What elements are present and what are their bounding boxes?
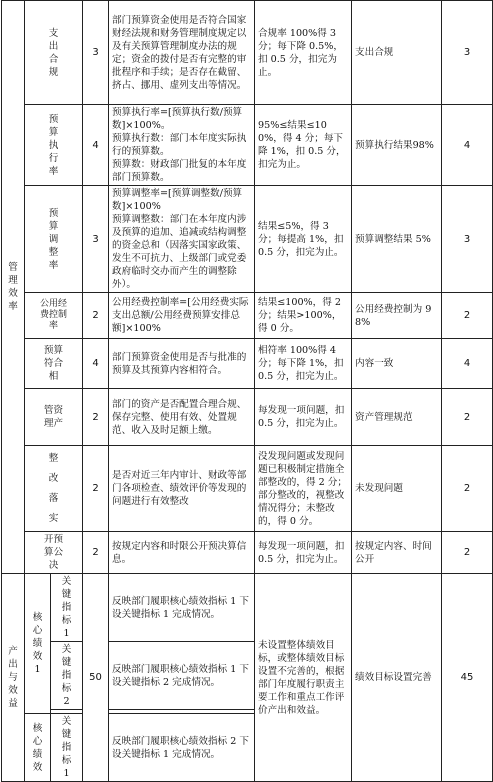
weight-score: 2 <box>83 532 109 574</box>
category-label: 管理效率 <box>8 262 18 312</box>
scoring-standard: 结果≤5%，得 3 分；每提高 1%，扣 0.5 分，扣完为止。 <box>255 186 352 293</box>
earned-score: 45 <box>442 574 493 782</box>
weight-score: 3 <box>83 1 109 105</box>
core-indicator-cell <box>25 574 51 714</box>
indicator-name: 预算符合相 <box>43 345 64 382</box>
indicator-name: 预算执行率 <box>48 113 59 177</box>
weight-score: 3 <box>83 186 109 293</box>
evaluation-result: 预算调整结果 5% <box>352 186 442 293</box>
indicator-name: 整改落实 <box>48 452 59 524</box>
indicator-name: 管资理产 <box>43 405 64 429</box>
indicator-name: 公用经费控制率 <box>40 298 68 331</box>
key-indicator-cell <box>51 642 83 710</box>
table-row <box>2 389 493 446</box>
evaluation-result: 绩效目标设置完善 <box>352 574 442 782</box>
indicator-definition: 按规定内容和时限公开预决算信息。 <box>109 532 255 574</box>
indicator-definition: 反映部门履职核心绩效指标 1 下设关键指标 1 完成情况。 <box>109 574 255 642</box>
earned-score: 2 <box>442 532 493 574</box>
table-row <box>2 186 493 293</box>
core-indicator-name: 核心绩效 1 <box>32 612 43 675</box>
indicator-name: 支出合规 <box>48 27 59 78</box>
evaluation-result: 按规定内容、时间公开 <box>352 532 442 574</box>
evaluation-result: 公用经费控制为 98% <box>352 293 442 339</box>
earned-score: 2 <box>442 293 493 339</box>
core-indicator-name: 核心绩效 <box>32 722 43 773</box>
indicator-definition: 部门的资产是否配置合理合规、保存完整、使用有效、处置规范、收入及时足额上缴。 <box>109 389 255 446</box>
weight-score: 4 <box>83 105 109 186</box>
category-label: 产出与效益 <box>8 646 18 709</box>
indicator-definition: 反映部门履职核心绩效指标 2 下设关键指标 1 完成情况。 <box>109 714 255 782</box>
key-indicator-cell <box>51 574 83 642</box>
key-indicator-name: 关键指标 1 <box>61 576 72 639</box>
scoring-standard: 未设置整体绩效目标，或整体绩效目标设置不完善的，根据部门年度履行职责主要工作和重点工作评价产出和效益。 <box>255 574 352 782</box>
indicator-name: 开预算公决 <box>43 534 64 571</box>
indicator-name: 预算调整率 <box>48 207 59 271</box>
earned-score: 2 <box>442 389 493 446</box>
key-indicator-cell <box>51 714 83 782</box>
table-row <box>2 1 493 105</box>
evaluation-result: 支出合规 <box>352 1 442 105</box>
indicator-cell <box>25 186 83 293</box>
indicator-cell <box>25 446 83 532</box>
weight-score: 4 <box>83 339 109 389</box>
scoring-standard: 相符率 100%得 4 分；每下降 1%，扣 0.5 分，扣完为止。 <box>255 339 352 389</box>
scoring-standard: 95%≤结果≤100%，得 4 分；每下降 1%，扣 0.5 分，扣完为止。 <box>255 105 352 186</box>
table-row <box>2 293 493 339</box>
indicator-cell <box>25 389 83 446</box>
indicator-cell <box>25 105 83 186</box>
table-row <box>2 105 493 186</box>
table-row <box>2 574 493 642</box>
evaluation-table <box>1 0 493 782</box>
category-cell <box>2 1 25 574</box>
evaluation-result: 内容一致 <box>352 339 442 389</box>
table-row <box>2 446 493 532</box>
indicator-definition: 部门预算资金使用是否符合国家财经法规和财务管理制度规定以及有关预算管理制度办法的规定；资金的拨付是否有完整的审批程序和手续；是否存在截留、挤占、挪用、虚列支出等情况。 <box>109 1 255 105</box>
weight-score: 2 <box>83 293 109 339</box>
key-indicator-name: 关键指标 1 <box>61 716 72 779</box>
indicator-cell <box>25 1 83 105</box>
core-indicator-cell <box>25 714 51 782</box>
evaluation-result: 预算执行结果98% <box>352 105 442 186</box>
scoring-standard: 结果≤100%，得 2 分；结果>100%，得 0 分。 <box>255 293 352 339</box>
weight-score: 2 <box>83 446 109 532</box>
indicator-cell <box>25 339 83 389</box>
earned-score: 3 <box>442 186 493 293</box>
indicator-definition: 预算执行率=[预算执行数/预算数]×100%。 预算执行数：部门本年度实际执行的预算数。 预算数：财政部门批复的本年度部门预算数。 <box>109 105 255 186</box>
earned-score: 2 <box>442 446 493 532</box>
key-indicator-name: 关键指标 2 <box>61 644 72 707</box>
table-row <box>2 339 493 389</box>
indicator-definition: 反映部门履职核心绩效指标 1 下设关键指标 2 完成情况。 <box>109 642 255 710</box>
indicator-cell <box>25 532 83 574</box>
earned-score: 4 <box>442 339 493 389</box>
earned-score: 3 <box>442 1 493 105</box>
weight-score: 50 <box>83 574 109 782</box>
earned-score: 4 <box>442 105 493 186</box>
scoring-standard: 每发现一项问题，扣 0.5 分，扣完为止。 <box>255 389 352 446</box>
category-cell <box>2 574 25 782</box>
indicator-cell <box>25 293 83 339</box>
indicator-definition: 公用经费控制率=[公用经费实际支出总额/公用经费预算安排总额]×100% <box>109 293 255 339</box>
scoring-standard: 合规率 100%得 3 分；每下降 0.5%，扣 0.5 分，扣完为止。 <box>255 1 352 105</box>
indicator-definition: 是否对近三年内审计、财政等部门各项检查、绩效评价等发现的问题进行有效整改 <box>109 446 255 532</box>
table-row <box>2 532 493 574</box>
evaluation-result: 资产管理规范 <box>352 389 442 446</box>
weight-score: 2 <box>83 389 109 446</box>
evaluation-result: 未发现问题 <box>352 446 442 532</box>
indicator-definition: 预算调整率=[预算调整数/预算数]×100% 预算调整数：部门在本年度内涉及预算的追加、追减或结构调整的资金总和（因落实国家政策、发生不可抗力、上级部门或党委政府临时交办而产生的调整除外）。 <box>109 186 255 293</box>
indicator-definition: 部门预算资金使用是否与批准的预算及其预算内容相符合。 <box>109 339 255 389</box>
scoring-standard: 没发现问题或发现问题已积极制定措施全部整改的，得 2 分；部分整改的，视整改情况得分；未整改的，得 0 分。 <box>255 446 352 532</box>
scoring-standard: 每发现一项问题，扣 0.5 分，扣完为止。 <box>255 532 352 574</box>
